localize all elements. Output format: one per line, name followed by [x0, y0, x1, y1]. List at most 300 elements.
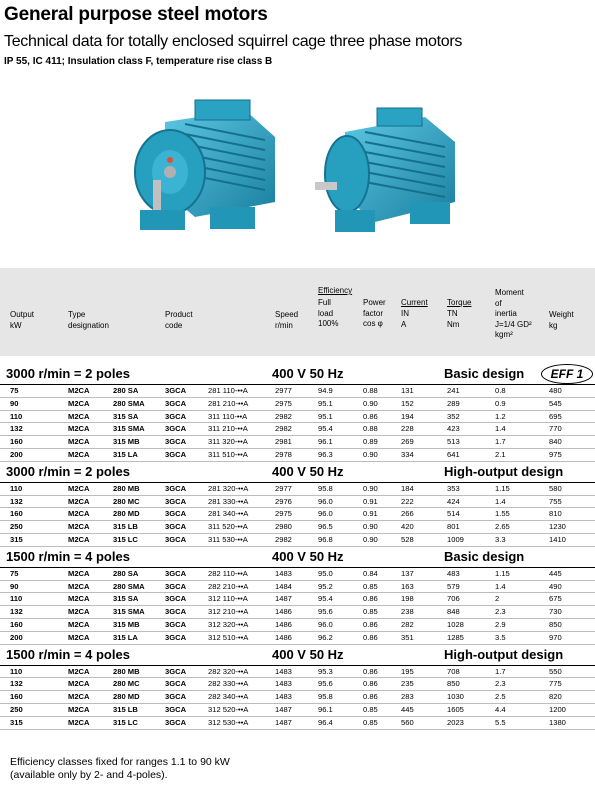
- cell-torque: 850: [447, 679, 460, 689]
- cell-product-code-suffix: 311 510-••A: [208, 449, 248, 459]
- cell-output-kw: 160: [10, 692, 23, 702]
- table-row: [0, 436, 595, 449]
- cell-type: M2CA: [68, 411, 90, 421]
- table-row: [0, 385, 595, 398]
- cell-inertia: 1.15: [495, 568, 510, 578]
- cell-product-code: 3GCA: [165, 619, 187, 629]
- col-power-factor: Power factor cos φ: [363, 298, 386, 328]
- table-row: [0, 534, 595, 547]
- cell-frame: 280 MB: [113, 666, 140, 676]
- table-row: [0, 483, 595, 496]
- cell-inertia: 3.3: [495, 534, 506, 544]
- cell-efficiency: 96.2: [318, 632, 333, 642]
- cell-current: 137: [401, 568, 414, 578]
- col-inertia: Moment of inertia J=1/4 GD² kgm²: [495, 288, 532, 339]
- cell-output-kw: 160: [10, 437, 23, 447]
- cell-torque: 848: [447, 607, 460, 617]
- cell-power-factor: 0.89: [363, 437, 378, 447]
- col-torque-group: Torque: [447, 298, 472, 307]
- cell-frame: 315 MB: [113, 437, 140, 447]
- cell-product-code-suffix: 281 110-••A: [208, 386, 248, 395]
- table-row: [0, 508, 595, 521]
- cell-efficiency: 96.1: [318, 437, 333, 447]
- cell-inertia: 5.5: [495, 717, 506, 727]
- cell-product-code: 3GCA: [165, 386, 187, 395]
- cell-weight: 1230: [549, 522, 566, 532]
- col-torque: TN Nm: [447, 309, 460, 329]
- motor-front-view-image: [125, 92, 285, 247]
- cell-current: 198: [401, 594, 414, 604]
- cell-frame: 280 MC: [113, 496, 140, 506]
- cell-torque: 424: [447, 496, 460, 506]
- table-row: [0, 691, 595, 704]
- cell-weight: 490: [549, 581, 562, 591]
- cell-product-code: 3GCA: [165, 717, 187, 727]
- cell-torque: 579: [447, 581, 460, 591]
- cell-output-kw: 132: [10, 496, 23, 506]
- cell-current: 266: [401, 509, 414, 519]
- cell-inertia: 0.9: [495, 398, 506, 408]
- cell-product-code-suffix: 311 320-••A: [208, 437, 248, 447]
- cell-efficiency: 95.6: [318, 607, 333, 617]
- cell-torque: 708: [447, 666, 460, 676]
- cell-inertia: 1.2: [495, 411, 506, 421]
- cell-frame: 315 SMA: [113, 424, 145, 434]
- table-header: [0, 268, 595, 356]
- cell-weight: 850: [549, 619, 562, 629]
- cell-output-kw: 90: [10, 398, 19, 408]
- cell-weight: 550: [549, 666, 562, 676]
- cell-type: M2CA: [68, 704, 90, 714]
- cell-inertia: 2.5: [495, 692, 506, 702]
- cell-output-kw: 132: [10, 679, 23, 689]
- cell-output-kw: 200: [10, 632, 23, 642]
- cell-efficiency: 95.2: [318, 581, 333, 591]
- cell-current: 194: [401, 411, 414, 421]
- cell-current: 351: [401, 632, 414, 642]
- cell-torque: 483: [447, 568, 460, 578]
- cell-power-factor: 0.90: [363, 522, 378, 532]
- cell-type: M2CA: [68, 679, 90, 689]
- cell-product-code: 3GCA: [165, 607, 187, 617]
- cell-product-code-suffix: 312 210-••A: [208, 607, 249, 617]
- cell-torque: 706: [447, 594, 460, 604]
- cell-speed: 2981: [275, 437, 292, 447]
- cell-speed: 2977: [275, 483, 292, 493]
- cell-weight: 1200: [549, 704, 566, 714]
- cell-output-kw: 110: [10, 594, 23, 604]
- cell-type: M2CA: [68, 437, 90, 447]
- cell-frame: 280 SA: [113, 568, 139, 578]
- cell-current: 238: [401, 607, 414, 617]
- cell-weight: 445: [549, 568, 562, 578]
- cell-type: M2CA: [68, 424, 90, 434]
- cell-output-kw: 90: [10, 581, 19, 591]
- cell-type: M2CA: [68, 619, 90, 629]
- cell-speed: 1483: [275, 692, 292, 702]
- cell-power-factor: 0.86: [363, 411, 378, 421]
- cell-frame: 315 MB: [113, 619, 140, 629]
- cell-torque: 514: [447, 509, 460, 519]
- cell-product-code-suffix: 311 210-••A: [208, 424, 248, 434]
- cell-weight: 770: [549, 424, 562, 434]
- cell-inertia: 1.15: [495, 483, 510, 493]
- cell-type: M2CA: [68, 632, 90, 642]
- cell-product-code-suffix: 282 110-••A: [208, 568, 248, 578]
- cell-product-code-suffix: 281 210-••A: [208, 398, 249, 408]
- cell-current: 334: [401, 449, 414, 459]
- cell-weight: 810: [549, 509, 562, 519]
- cell-efficiency: 95.3: [318, 666, 333, 676]
- cell-power-factor: 0.86: [363, 666, 378, 676]
- table-row: [0, 593, 595, 606]
- cell-output-kw: 75: [10, 386, 19, 395]
- cell-type: M2CA: [68, 509, 90, 519]
- cell-torque: 352: [447, 411, 460, 421]
- cell-product-code-suffix: 282 320-••A: [208, 666, 249, 676]
- cell-current: 269: [401, 437, 414, 447]
- efficiency-class-badge: EFF 1: [541, 364, 593, 384]
- cell-efficiency: 96.5: [318, 522, 333, 532]
- cell-type: M2CA: [68, 483, 90, 493]
- cell-speed: 2980: [275, 522, 292, 532]
- cell-product-code: 3GCA: [165, 534, 187, 544]
- cell-product-code: 3GCA: [165, 679, 187, 689]
- cell-power-factor: 0.86: [363, 594, 378, 604]
- cell-frame: 315 LA: [113, 632, 138, 642]
- cell-efficiency: 96.1: [318, 704, 333, 714]
- table-row: [0, 619, 595, 632]
- cell-efficiency: 96.0: [318, 509, 333, 519]
- cell-product-code: 3GCA: [165, 483, 187, 493]
- cell-product-code: 3GCA: [165, 509, 187, 519]
- cell-frame: 280 MB: [113, 483, 140, 493]
- cell-speed: 2975: [275, 398, 292, 408]
- table-row: [0, 411, 595, 424]
- cell-product-code: 3GCA: [165, 704, 187, 714]
- cell-frame: 315 SA: [113, 411, 139, 421]
- cell-product-code-suffix: 311 520-••A: [208, 522, 248, 532]
- col-product: Product code: [165, 310, 193, 330]
- cell-frame: 280 MD: [113, 509, 140, 519]
- cell-torque: 423: [447, 424, 460, 434]
- cell-inertia: 3.5: [495, 632, 506, 642]
- cell-product-code-suffix: 282 210-••A: [208, 581, 249, 591]
- cell-type: M2CA: [68, 717, 90, 727]
- cell-power-factor: 0.85: [363, 704, 378, 714]
- cell-speed: 2978: [275, 449, 292, 459]
- spec-line: IP 55, IC 411; Insulation class F, temperature rise class B: [4, 56, 273, 67]
- cell-efficiency: 96.3: [318, 449, 333, 459]
- cell-product-code-suffix: 311 110-••A: [208, 411, 248, 421]
- table-body: [0, 356, 595, 730]
- cell-type: M2CA: [68, 386, 90, 395]
- cell-inertia: 1.7: [495, 437, 506, 447]
- cell-speed: 2982: [275, 411, 292, 421]
- cell-speed: 2976: [275, 496, 292, 506]
- cell-torque: 1030: [447, 692, 464, 702]
- cell-product-code-suffix: 282 340-••A: [208, 692, 249, 702]
- cell-product-code: 3GCA: [165, 411, 187, 421]
- cell-type: M2CA: [68, 692, 90, 702]
- col-type: Type designation: [68, 310, 109, 330]
- cell-product-code: 3GCA: [165, 594, 187, 604]
- col-current: IN A: [401, 309, 409, 329]
- cell-power-factor: 0.86: [363, 619, 378, 629]
- cell-frame: 315 SA: [113, 594, 139, 604]
- cell-weight: 820: [549, 692, 562, 702]
- col-weight: Weight kg: [549, 310, 574, 330]
- cell-output-kw: 110: [10, 411, 23, 421]
- cell-output-kw: 75: [10, 568, 19, 578]
- cell-product-code-suffix: 312 320-••A: [208, 619, 249, 629]
- cell-inertia: 1.4: [495, 424, 506, 434]
- cell-product-code-suffix: 281 340-••A: [208, 509, 249, 519]
- cell-efficiency: 95.6: [318, 679, 333, 689]
- section-speed-label: 1500 r/min = 4 poles: [6, 646, 130, 662]
- cell-weight: 840: [549, 437, 562, 447]
- cell-torque: 241: [447, 386, 460, 395]
- cell-efficiency: 94.9: [318, 386, 333, 395]
- cell-weight: 580: [549, 483, 562, 493]
- cell-power-factor: 0.84: [363, 568, 378, 578]
- cell-speed: 2982: [275, 534, 292, 544]
- cell-efficiency: 95.0: [318, 568, 333, 578]
- cell-product-code-suffix: 281 320-••A: [208, 483, 249, 493]
- section-design: Basic design: [444, 366, 525, 381]
- cell-power-factor: 0.91: [363, 496, 378, 506]
- cell-weight: 775: [549, 679, 562, 689]
- cell-inertia: 1.7: [495, 666, 506, 676]
- cell-power-factor: 0.85: [363, 607, 378, 617]
- cell-torque: 513: [447, 437, 460, 447]
- cell-torque: 801: [447, 522, 460, 532]
- table-row: [0, 717, 595, 730]
- cell-efficiency: 95.1: [318, 398, 333, 408]
- table-row: [0, 678, 595, 691]
- cell-speed: 2975: [275, 509, 292, 519]
- cell-output-kw: 315: [10, 717, 23, 727]
- cell-speed: 1486: [275, 632, 292, 642]
- section-header: [0, 645, 595, 666]
- cell-product-code-suffix: 312 110-••A: [208, 594, 248, 604]
- cell-inertia: 0.8: [495, 386, 506, 395]
- cell-weight: 970: [549, 632, 562, 642]
- cell-frame: 315 LC: [113, 534, 138, 544]
- table-row: [0, 632, 595, 645]
- cell-torque: 1605: [447, 704, 464, 714]
- col-current-group: Current: [401, 298, 428, 307]
- cell-product-code: 3GCA: [165, 666, 187, 676]
- cell-weight: 1380: [549, 717, 566, 727]
- cell-type: M2CA: [68, 398, 90, 408]
- table-row: [0, 581, 595, 594]
- cell-speed: 1486: [275, 607, 292, 617]
- cell-inertia: 1.55: [495, 509, 510, 519]
- cell-power-factor: 0.85: [363, 581, 378, 591]
- cell-frame: 280 SMA: [113, 398, 145, 408]
- cell-product-code: 3GCA: [165, 424, 187, 434]
- cell-speed: 1487: [275, 717, 292, 727]
- cell-current: 163: [401, 581, 414, 591]
- cell-efficiency: 95.4: [318, 594, 333, 604]
- cell-efficiency: 96.0: [318, 619, 333, 629]
- cell-speed: 1484: [275, 581, 292, 591]
- cell-frame: 315 SMA: [113, 607, 145, 617]
- cell-torque: 2023: [447, 717, 464, 727]
- page-subtitle: Technical data for totally enclosed squirrel cage three phase motors: [4, 33, 463, 50]
- cell-power-factor: 0.90: [363, 534, 378, 544]
- cell-current: 282: [401, 619, 414, 629]
- table-row: [0, 449, 595, 462]
- motor-side-view-image: [315, 102, 465, 247]
- section-design: High-output design: [444, 463, 564, 479]
- cell-product-code-suffix: 312 520-••A: [208, 704, 249, 714]
- cell-inertia: 1.4: [495, 496, 506, 506]
- cell-product-code: 3GCA: [165, 437, 187, 447]
- cell-weight: 695: [549, 411, 562, 421]
- cell-power-factor: 0.86: [363, 692, 378, 702]
- section-header: [0, 462, 595, 483]
- cell-output-kw: 110: [10, 666, 23, 676]
- cell-efficiency: 95.4: [318, 424, 333, 434]
- cell-speed: 1483: [275, 666, 292, 676]
- cell-power-factor: 0.86: [363, 679, 378, 689]
- cell-efficiency: 96.8: [318, 534, 333, 544]
- cell-type: M2CA: [68, 607, 90, 617]
- cell-inertia: 1.4: [495, 581, 506, 591]
- cell-current: 195: [401, 666, 414, 676]
- footnote: Efficiency classes fixed for ranges 1.1 to 90 kW (available only by 2- and 4-poles).: [10, 756, 230, 781]
- cell-inertia: 2: [495, 594, 500, 604]
- cell-torque: 1009: [447, 534, 464, 544]
- cell-product-code: 3GCA: [165, 581, 187, 591]
- cell-torque: 353: [447, 483, 460, 493]
- cell-current: 152: [401, 398, 414, 408]
- cell-frame: 280 MD: [113, 692, 140, 702]
- cell-power-factor: 0.86: [363, 632, 378, 642]
- cell-speed: 1483: [275, 568, 292, 578]
- cell-speed: 1487: [275, 594, 292, 604]
- cell-inertia: 2.3: [495, 679, 506, 689]
- cell-weight: 545: [549, 398, 562, 408]
- cell-frame: 280 MC: [113, 679, 140, 689]
- section-design: Basic design: [444, 548, 525, 564]
- cell-product-code-suffix: 282 330-••A: [208, 679, 249, 689]
- cell-type: M2CA: [68, 449, 90, 459]
- cell-current: 560: [401, 717, 414, 727]
- table-row: [0, 568, 595, 581]
- cell-product-code-suffix: 312 510-••A: [208, 632, 249, 642]
- section-header: [0, 356, 595, 385]
- cell-frame: 315 LA: [113, 449, 138, 459]
- cell-product-code: 3GCA: [165, 692, 187, 702]
- table-row: [0, 666, 595, 679]
- cell-speed: 1487: [275, 704, 292, 714]
- cell-output-kw: 200: [10, 449, 23, 459]
- page-title: General purpose steel motors: [4, 4, 268, 25]
- cell-product-code: 3GCA: [165, 568, 187, 578]
- cell-output-kw: 160: [10, 619, 23, 629]
- cell-power-factor: 0.90: [363, 398, 378, 408]
- cell-weight: 1410: [549, 534, 566, 544]
- cell-output-kw: 250: [10, 522, 23, 532]
- section-voltage: 400 V 50 Hz: [272, 463, 344, 479]
- section-header: [0, 547, 595, 568]
- cell-product-code-suffix: 281 330-••A: [208, 496, 249, 506]
- cell-type: M2CA: [68, 581, 90, 591]
- cell-output-kw: 315: [10, 534, 23, 544]
- cell-product-code: 3GCA: [165, 496, 187, 506]
- cell-current: 420: [401, 522, 414, 532]
- cell-type: M2CA: [68, 594, 90, 604]
- cell-frame: 315 LB: [113, 704, 138, 714]
- cell-current: 228: [401, 424, 414, 434]
- cell-current: 528: [401, 534, 414, 544]
- cell-frame: 315 LC: [113, 717, 138, 727]
- cell-output-kw: 160: [10, 509, 23, 519]
- cell-weight: 480: [549, 386, 562, 395]
- cell-frame: 280 SA: [113, 386, 139, 395]
- section-speed-label: 3000 r/min = 2 poles: [6, 366, 130, 381]
- cell-torque: 1285: [447, 632, 464, 642]
- cell-weight: 730: [549, 607, 562, 617]
- cell-efficiency: 95.1: [318, 411, 333, 421]
- cell-inertia: 2.65: [495, 522, 510, 532]
- cell-product-code: 3GCA: [165, 449, 187, 459]
- cell-product-code: 3GCA: [165, 632, 187, 642]
- cell-speed: 2982: [275, 424, 292, 434]
- cell-type: M2CA: [68, 496, 90, 506]
- cell-speed: 1486: [275, 619, 292, 629]
- cell-type: M2CA: [68, 522, 90, 532]
- cell-output-kw: 250: [10, 704, 23, 714]
- section-voltage: 400 V 50 Hz: [272, 366, 344, 381]
- cell-type: M2CA: [68, 568, 90, 578]
- col-output: Output kW: [10, 310, 35, 330]
- cell-product-code: 3GCA: [165, 522, 187, 532]
- section-design: High-output design: [444, 646, 564, 662]
- col-efficiency: Full load 100%: [318, 298, 339, 328]
- table-row: [0, 496, 595, 509]
- cell-speed: 2977: [275, 386, 292, 395]
- cell-inertia: 2.1: [495, 449, 506, 459]
- col-efficiency-group: Efficiency: [318, 286, 353, 295]
- cell-product-code-suffix: 312 530-••A: [208, 717, 249, 727]
- section-voltage: 400 V 50 Hz: [272, 646, 344, 662]
- table-row: [0, 704, 595, 717]
- cell-efficiency: 95.8: [318, 692, 333, 702]
- cell-power-factor: 0.90: [363, 449, 378, 459]
- cell-current: 445: [401, 704, 414, 714]
- cell-current: 184: [401, 483, 414, 493]
- cell-power-factor: 0.88: [363, 424, 378, 434]
- cell-output-kw: 110: [10, 483, 23, 493]
- cell-output-kw: 132: [10, 424, 23, 434]
- cell-type: M2CA: [68, 534, 90, 544]
- cell-frame: 315 LB: [113, 522, 138, 532]
- table-row: [0, 423, 595, 436]
- section-speed-label: 3000 r/min = 2 poles: [6, 463, 130, 479]
- cell-inertia: 2.3: [495, 607, 506, 617]
- cell-power-factor: 0.88: [363, 386, 378, 395]
- col-speed: Speed r/min: [275, 310, 299, 330]
- cell-inertia: 4.4: [495, 704, 506, 714]
- cell-frame: 280 SMA: [113, 581, 145, 591]
- cell-efficiency: 96.4: [318, 717, 333, 727]
- table-row: [0, 606, 595, 619]
- cell-product-code-suffix: 311 530-••A: [208, 534, 248, 544]
